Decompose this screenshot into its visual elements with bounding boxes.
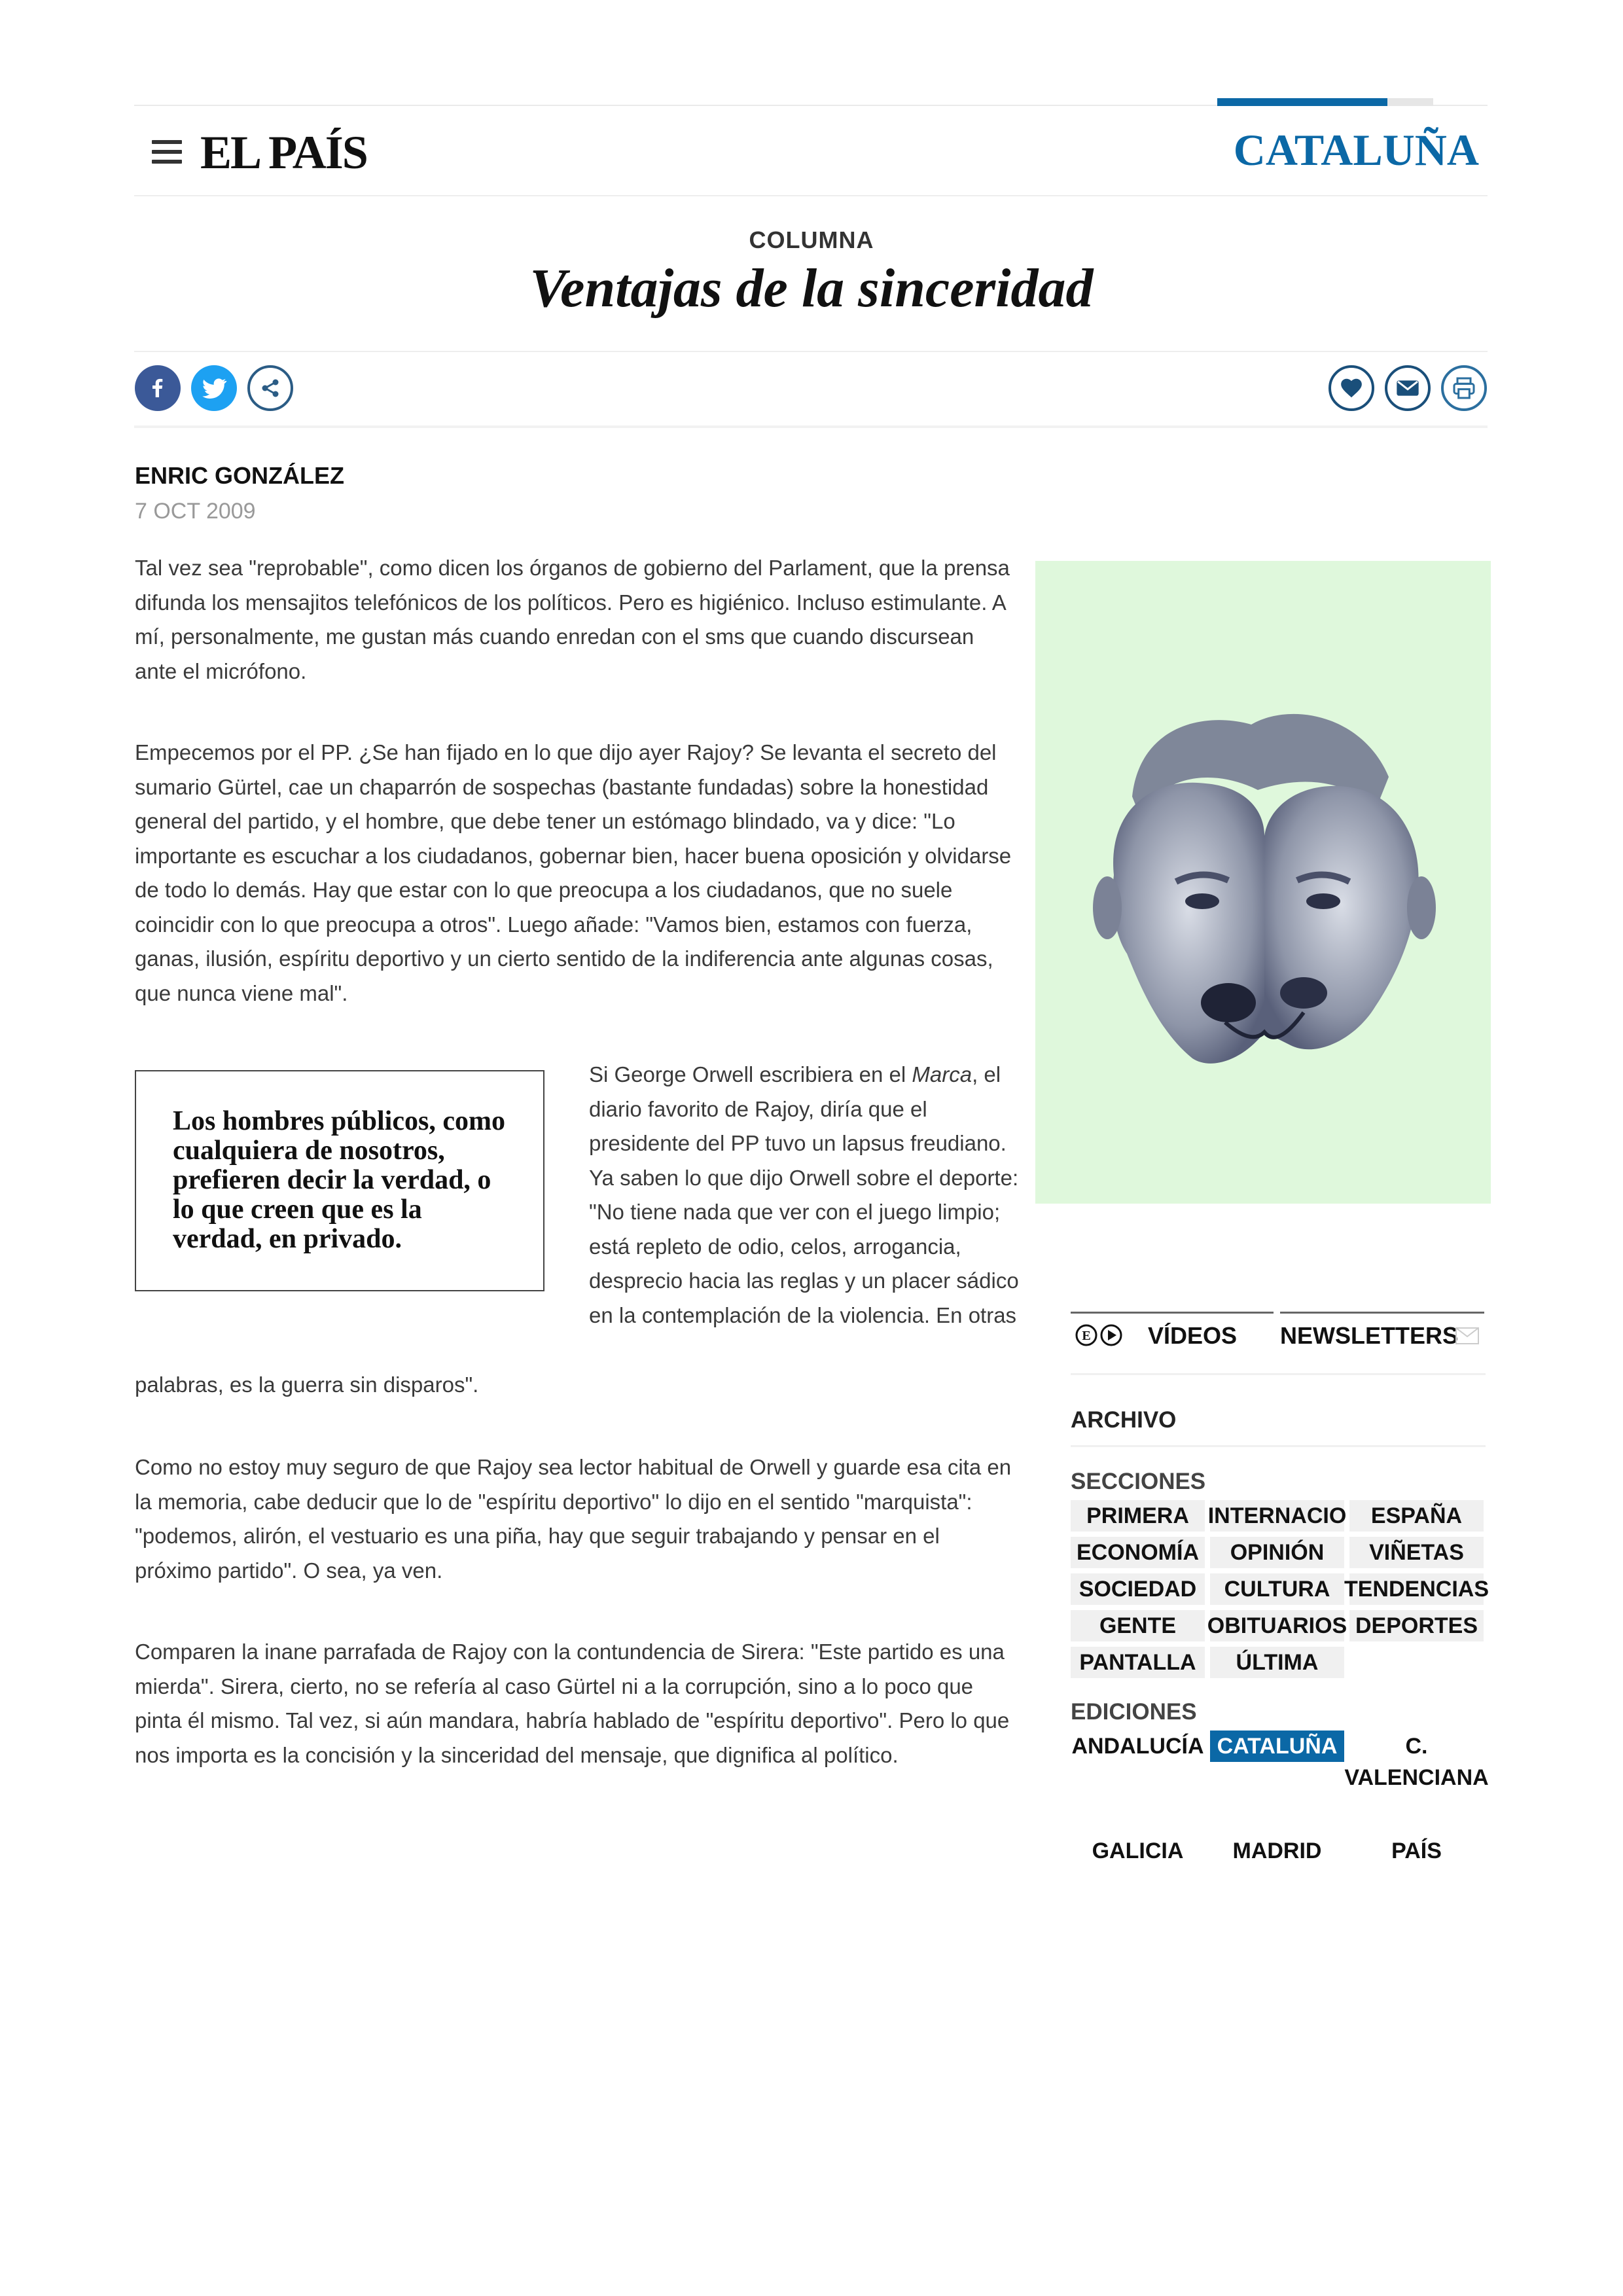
edition-link[interactable]: PAÍS <box>1391 1838 1442 1863</box>
article-paragraph: Comparen la inane parrafada de Rajoy con la contundencia de Sirera: "Este partido es una mierda". Sirera, cierto, no se refería al caso Gürtel ni a la corrupción, sino a lo poco que pinta él mismo. Tal vez, si aún mandara, habría hablado de "espíritu deportivo". Pero lo que nos importa es la concisión y la sinceridad del mensaje, que dignifica al político. <box>135 1640 1010 1767</box>
twitter-share-button[interactable] <box>191 365 237 411</box>
newsletters-tab[interactable] <box>1280 1312 1484 1354</box>
tab-top-border <box>1280 1312 1484 1314</box>
mail-icon <box>1395 375 1421 401</box>
pull-quote-text: Los hombres públicos, como cualquiera de nosotros, prefieren decir la verdad, o lo que creen que es la verdad, en privado. <box>173 1106 505 1254</box>
article-illustration <box>1035 561 1491 1204</box>
section-link[interactable]: ÚLTIMA <box>1210 1647 1344 1678</box>
edition-link-active[interactable]: CATALUÑA <box>1210 1731 1344 1762</box>
facebook-icon <box>145 375 171 401</box>
article-kicker: COLUMNA <box>749 226 874 253</box>
section-link[interactable]: OPINIÓN <box>1210 1537 1344 1568</box>
share-bar-divider <box>134 425 1488 428</box>
play-icon <box>1075 1323 1127 1347</box>
archive-divider <box>1071 1445 1486 1447</box>
section-link[interactable]: GENTE <box>1071 1610 1205 1641</box>
editions-heading: EDICIONES <box>1071 1699 1197 1725</box>
edition-label[interactable]: CATALUÑA <box>1233 125 1479 175</box>
share-icon <box>257 375 283 401</box>
editions-grid <box>1071 1731 1489 1863</box>
archive-link[interactable]: ARCHIVO <box>1071 1407 1177 1433</box>
site-logo[interactable]: EL PAÍS <box>200 126 367 179</box>
article-paragraph <box>589 1058 1021 1333</box>
article-paragraph: palabras, es la guerra sin disparos". <box>135 1372 479 1397</box>
menu-icon[interactable] <box>152 140 182 164</box>
section-link[interactable]: ESPAÑA <box>1349 1500 1484 1532</box>
section-link[interactable]: VIÑETAS <box>1349 1537 1484 1568</box>
facebook-share-button[interactable] <box>135 365 181 411</box>
edition-accent-bar-end <box>1387 98 1433 106</box>
print-button[interactable] <box>1441 365 1487 411</box>
section-link[interactable]: DEPORTES <box>1349 1610 1484 1641</box>
article-paragraph: Tal vez sea "reprobable", como dicen los órganos de gobierno del Parlament, que la prensa difunda los mensajitos telefónicos de los políticos. Pero es higiénico. Incluso estimulante. A mí, personalmente, me gustan más cuando enredan con el sms que cuando discursean ante el micrófono. <box>135 556 1010 683</box>
pull-quote <box>135 1070 544 1291</box>
header-divider <box>134 195 1488 196</box>
section-link[interactable]: CULTURA <box>1210 1573 1344 1605</box>
edition-link[interactable]: C. VALENCIANA <box>1344 1734 1489 1790</box>
section-link[interactable]: OBITUARIOS <box>1210 1610 1344 1641</box>
article-paragraph: Empecemos por el PP. ¿Se han fijado en lo que dijo ayer Rajoy? Se levanta el secreto del sumario Gürtel, cae un chaparrón de sospechas (bastante fundadas) sobre la honestidad general del partido, y el hombre, que debe tener un estómago blindado, va y dice: "Lo importante es escuchar a los ciudadanos, gobernar bien, hacer buena oposición y olvidarse de todo lo demás. Hay que estar con lo que preocupa a los ciudadanos, que no suele coincidir con lo que preocupa a otros". Luego añade: "Vamos bien, estamos con fuerza, ganas, ilusión, espíritu deportivo y un cierto sentido de la indiferencia ante algunas cosas, que nunca viene mal". <box>135 740 1012 1005</box>
svg-text:E: E <box>1082 1329 1091 1343</box>
heart-icon <box>1339 376 1364 401</box>
edition-link[interactable]: GALICIA <box>1092 1838 1184 1863</box>
envelope-icon <box>1455 1327 1479 1344</box>
newsletters-label: NEWSLETTERS <box>1280 1322 1459 1349</box>
sections-grid <box>1071 1500 1489 1678</box>
section-link[interactable]: PRIMERA <box>1071 1500 1205 1532</box>
paragraph-text: Si George Orwell escribiera en el <box>589 1062 906 1086</box>
newspaper-name: Marca <box>912 1062 972 1086</box>
save-favorite-button[interactable] <box>1329 365 1374 411</box>
email-button[interactable] <box>1385 365 1431 411</box>
article-paragraph: Como no estoy muy seguro de que Rajoy sea lector habitual de Orwell y guarde esa cita en la memoria, cabe deducir que lo de "espíritu deportivo" lo dijo en el sentido "marquista": "podemos, alirón, el vestuario es una piña, hay que seguir trabajando y pensar en el próximo partido". O sea, ya ven. <box>135 1455 1012 1583</box>
videos-tab[interactable] <box>1071 1312 1274 1354</box>
publish-date: 7 OCT 2009 <box>135 499 256 524</box>
edition-link[interactable]: MADRID <box>1232 1838 1322 1863</box>
paragraph-text: , el diario favorito de Rajoy, diría que el presidente del PP tuvo un lapsus freudiano. Ya saben lo que dijo Orwell sobre el deporte: "No tiene nada que ver con el juego limpio; está repleto de odio, celos, arrogancia, desprecio hacia las reglas y un placer sádico en la contemplación de la violencia. En otras <box>589 1062 1019 1327</box>
edition-link[interactable]: ANDALUCÍA <box>1071 1733 1204 1759</box>
section-link[interactable]: ECONOMÍA <box>1071 1537 1205 1568</box>
section-link[interactable]: PANTALLA <box>1071 1647 1205 1678</box>
print-icon <box>1451 375 1477 401</box>
share-button[interactable] <box>247 365 293 411</box>
author-name[interactable]: ENRIC GONZÁLEZ <box>135 462 344 489</box>
section-link[interactable]: INTERNACIO <box>1210 1500 1344 1532</box>
videos-label: VÍDEOS <box>1148 1322 1238 1349</box>
section-link[interactable]: TENDENCIAS <box>1349 1573 1484 1605</box>
section-link[interactable]: SOCIEDAD <box>1071 1573 1205 1605</box>
title-divider <box>134 351 1488 352</box>
twitter-icon <box>200 374 228 403</box>
edition-accent-bar <box>1217 98 1387 106</box>
article-title: Ventajas de la sinceridad <box>529 258 1094 319</box>
sidebar-divider <box>1071 1373 1486 1375</box>
sections-heading: SECCIONES <box>1071 1469 1206 1494</box>
tab-top-border <box>1071 1312 1274 1314</box>
